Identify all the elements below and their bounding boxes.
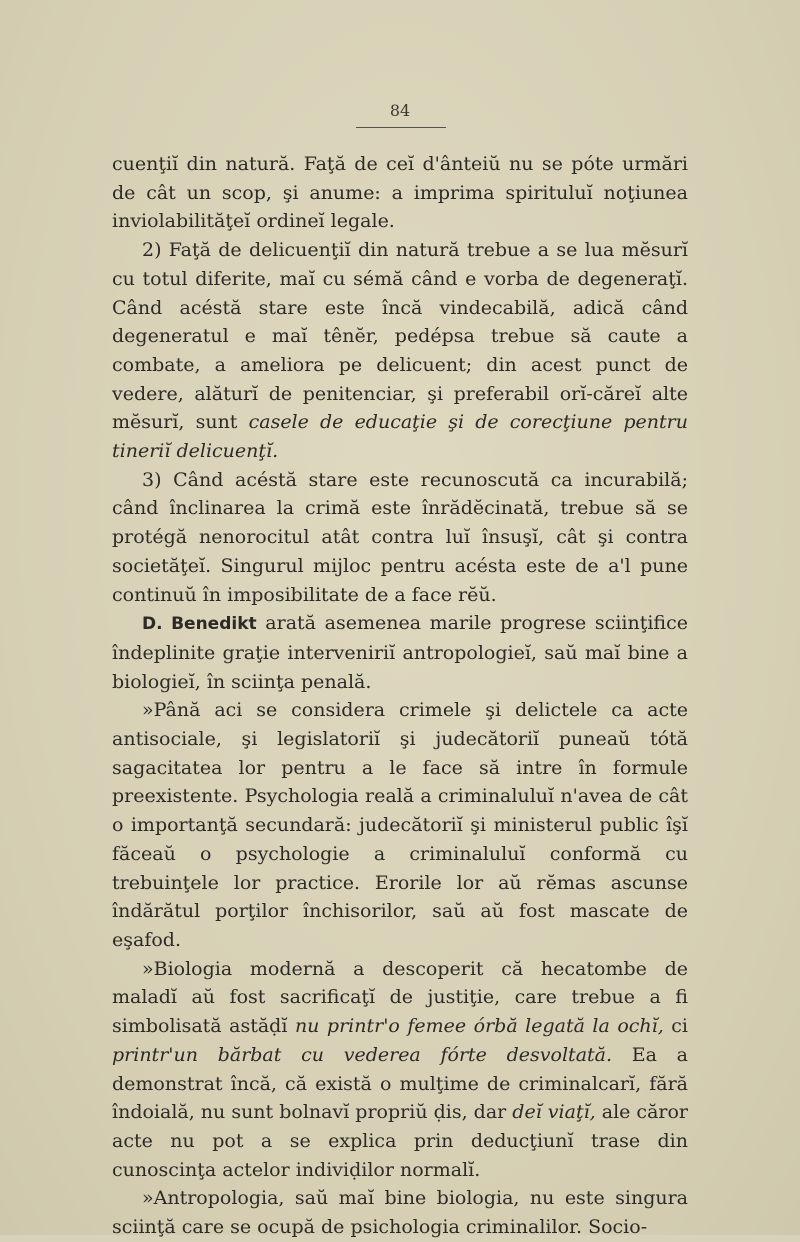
author-name: D. Benedikt	[142, 614, 257, 635]
paragraph-3: 3) Când acéstă stare este recunoscută ca incurabilă; când înclinarea la crimă este înrădĕcinată, trebue să se protégă nenorocitul atât contra luĭ însuşĭ, cât şi contra societăţeĭ. Singurul mijloc pentru acésta este de a'l pune continuŭ în imposibilitate de a face rĕŭ.	[112, 468, 688, 606]
paragraph-1: cuenţiĭ din natură. Faţă de ceĭ d'ânteiŭ nu se póte urmări de cât un scop, şi anume: a imprima spirituluĭ noţiunea inviolabilităţeĭ ordineĭ legale.	[112, 153, 688, 233]
italic-phrase: nu printr'o femee órbă legată la ochĭ,	[294, 1015, 664, 1038]
paragraph-2: 2) Faţă de delicuenţiĭ din natură trebue a se lua mĕsurĭ cu totul diferite, maĭ cu sémă când e vorba de degeneraţĭ. Când acéstă stare este încă vindecabilă, adică când degeneratul e maĭ tênĕr, pedépsa trebue să caute a combate, a ameliora pe delicuent; din acest punct de vedere, alăturĭ de penitenciar, şi preferabil orĭ-căreĭ alte mĕsurĭ, sunt casele de educaţie şi de corecţiune pentru tineriĭ delicuenţĭ.	[112, 239, 688, 463]
italic-phrase: deĭ viaţĭ,	[512, 1101, 596, 1124]
italic-phrase: casele de educaţie şi de corecţiune pentru tineriĭ delicuenţĭ.	[112, 411, 688, 463]
paragraph-4: D. Benedikt arată asemenea marile progrese sciinţifice îndeplinite graţie interveniriĭ antropologieĭ, saŭ maĭ bine a biologieĭ, în sciinţa penală.	[112, 612, 688, 693]
header-rule	[356, 127, 446, 128]
italic-phrase: printr'un bărbat cu vederea fórte desvoltată.	[112, 1043, 613, 1066]
paragraph-7: »Antropologia, saŭ maĭ bine biologia, nu este singura sciinţă care se ocupă de psichologia criminalilor. Socio-	[112, 1187, 688, 1239]
page-number: 84	[389, 101, 411, 120]
paragraph-6: »Biologia modernă a descoperit că hecatombe de maladĭ aŭ fost sacrificaţĭ de justiţie, care trebue a fi simbolisată astăḍĭ nu printr'o femee órbă legată la ochĭ, ci printr'un bărbat cu vederea fórte desvoltată. Ea a demonstrat încă, că există o mulţime de criminalcarĭ, fără îndoială, nu sunt bolnavĭ propriŭ ḍis, dar deĭ viaţĭ, ale căror acte nu pot a se explica prin deducţiunĭ trase din cunoscinţa actelor indiviḍilor normalĭ.	[112, 957, 689, 1181]
body-text	[112, 150, 688, 1242]
paragraph-5: »Până aci se considera crimele şi delictele ca acte antisociale, şi legislatoriĭ şi judecătoriĭ puneaŭ tótă sagacitatea lor pentru a le face să intre în formule preexistente. Psychologia reală a criminaluluĭ n'avea de cât o importanţă secundară: judecătoriĭ şi ministerul public îşĭ făceaŭ o psychologie a criminaluluĭ conformă cu trebuinţele lor practice. Erorile lor aŭ rĕmas ascunse îndărătul porţilor închisorilor, saŭ aŭ fost mascate de eşafod.	[112, 699, 688, 951]
